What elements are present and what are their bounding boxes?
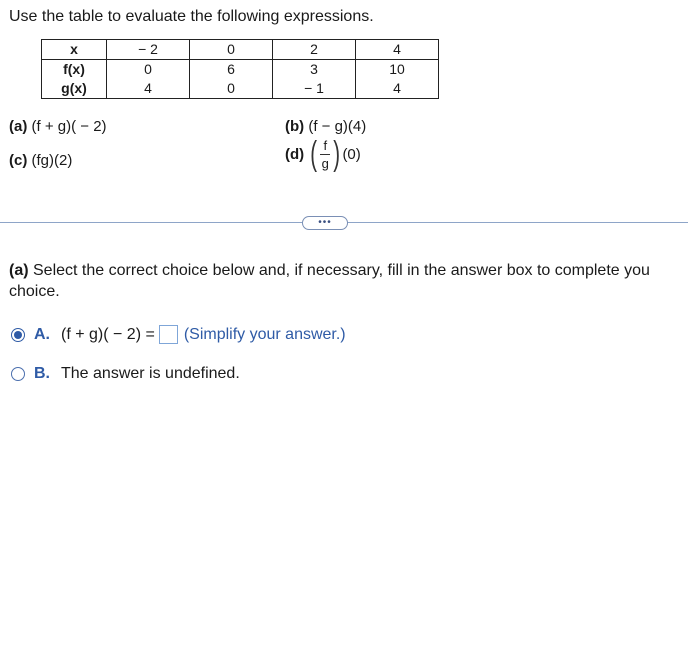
part-b-label: (b)	[285, 118, 305, 135]
answer-input[interactable]	[159, 325, 178, 344]
choice-a-expression: (f + g)( − 2) =	[61, 325, 155, 343]
table-header-cell: x	[42, 40, 107, 60]
values-table	[41, 39, 439, 99]
table-header-cell: 0	[190, 40, 273, 60]
table-cell: 0	[190, 79, 273, 99]
table-row-label: g(x)	[42, 79, 107, 99]
choice-b-text: The answer is undefined.	[61, 365, 240, 382]
table-header-row	[42, 40, 439, 60]
right-paren-glyph: )	[333, 135, 341, 173]
table-header-cell: 4	[356, 40, 439, 60]
choice-b-letter: B.	[34, 365, 50, 382]
part-a	[9, 118, 107, 135]
radio-a[interactable]	[11, 328, 25, 342]
part-d-label: (d)	[285, 145, 305, 163]
part-b	[285, 118, 366, 135]
left-paren-glyph: (	[310, 135, 318, 173]
part-d	[285, 137, 361, 171]
table-cell: 3	[273, 60, 356, 80]
fraction	[320, 138, 330, 171]
table-cell: 6	[190, 60, 273, 80]
choice-b[interactable]	[11, 365, 240, 383]
fraction-numerator: f	[320, 138, 330, 155]
instruction-text: Use the table to evaluate the following expressions.	[9, 8, 374, 25]
part-a-expression: (f + g)( − 2)	[31, 118, 107, 135]
table-cell: − 1	[273, 79, 356, 99]
radio-selected-dot-icon	[14, 331, 22, 339]
part-c-label: (c)	[9, 152, 28, 169]
choice-a-letter: A.	[34, 325, 50, 343]
part-b-expression: (f − g)(4)	[308, 118, 367, 135]
question-text: Select the correct choice below and, if necessary, fill in the answer box to complete you choice.	[9, 262, 650, 300]
table-header-cell: 2	[273, 40, 356, 60]
table-cell: 10	[356, 60, 439, 80]
part-a-label: (a)	[9, 118, 28, 135]
table-row-label: f(x)	[42, 60, 107, 80]
radio-b[interactable]	[11, 367, 25, 381]
table-cell: 4	[356, 79, 439, 99]
table-cell: 4	[107, 79, 190, 99]
table-header-cell: − 2	[107, 40, 190, 60]
question-prompt	[9, 260, 679, 302]
question-label: (a)	[9, 262, 29, 279]
table-row	[42, 79, 439, 99]
part-c	[9, 152, 72, 169]
simplify-hint: (Simplify your answer.)	[183, 325, 346, 343]
table-row	[42, 60, 439, 80]
part-d-argument: (0)	[342, 145, 361, 163]
part-c-expression: (fg)(2)	[31, 152, 73, 169]
more-button[interactable]: •••	[302, 216, 348, 230]
table-cell: 0	[107, 60, 190, 80]
fraction-denominator: g	[321, 155, 329, 171]
choice-a[interactable]	[11, 325, 346, 344]
